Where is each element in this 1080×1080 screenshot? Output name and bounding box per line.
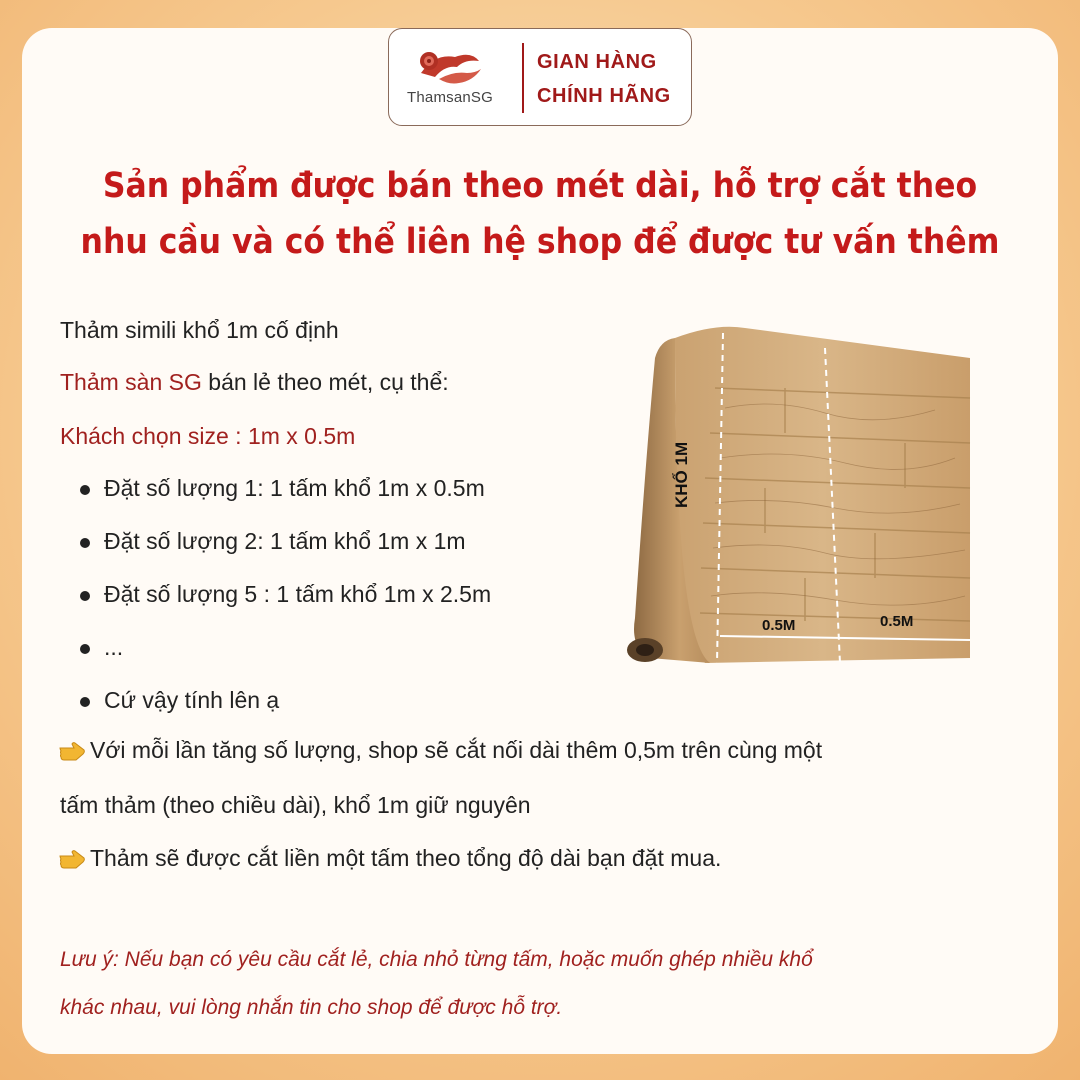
bullet-dot <box>80 538 90 548</box>
wood-carpet-roll-image <box>615 318 975 663</box>
info-line-width: Thảm simili khổ 1m cố định <box>60 317 339 343</box>
pointing-hand-icon <box>58 740 86 762</box>
segment-label-2: 0.5M <box>880 613 914 630</box>
brand-name: ThamsanSG <box>407 89 493 106</box>
note-line-2: Thảm sẽ được cắt liền một tấm theo tổng độ dài bạn đặt mua. <box>90 845 722 871</box>
info-line-rest: bán lẻ theo mét, cụ thể: <box>201 369 449 395</box>
brand-badge <box>388 28 692 126</box>
info-line-shop <box>60 369 449 396</box>
bullet-dot <box>80 485 90 495</box>
brand-divider <box>522 43 524 113</box>
store-label-line1: GIAN HÀNG <box>537 51 657 73</box>
bullet-dot <box>80 697 90 707</box>
bullet-dot <box>80 591 90 601</box>
roll-width-label: KHỔ 1M <box>672 441 691 508</box>
note-line-1a: Với mỗi lần tăng số lượng, shop sẽ cắt nối dài thêm 0,5m trên cùng một <box>90 737 823 763</box>
footnote-line1: Lưu ý: Nếu bạn có yêu cầu cắt lẻ, chia nhỏ từng tấm, hoặc muốn ghép nhiều khổ <box>60 948 813 971</box>
headline-line2: nhu cầu và có thể liên hệ shop để được tư vấn thêm <box>80 222 1000 262</box>
info-line-size: Khách chọn size : 1m x 0.5m <box>60 423 356 449</box>
carpet-roll-logo-icon <box>415 43 485 91</box>
shop-name: Thảm sàn SG <box>60 369 202 395</box>
headline-line1: Sản phẩm được bán theo mét dài, hỗ trợ cắt theo <box>102 166 978 206</box>
footnote-line2: khác nhau, vui lòng nhắn tin cho shop để được hỗ trợ. <box>60 996 563 1019</box>
bullet-item-1: Đặt số lượng 1: 1 tấm khổ 1m x 0.5m <box>104 475 485 501</box>
bullet-dot <box>80 644 90 654</box>
store-label-line2: CHÍNH HÃNG <box>537 85 671 107</box>
segment-label-1: 0.5M <box>762 617 796 634</box>
bullet-item-5: Cứ vậy tính lên ạ <box>104 687 280 713</box>
bullet-item-3: Đặt số lượng 5 : 1 tấm khổ 1m x 2.5m <box>104 581 492 607</box>
bullet-item-4: ... <box>104 634 124 660</box>
note-line-1b: tấm thảm (theo chiều dài), khổ 1m giữ nguyên <box>60 792 531 818</box>
pointing-hand-icon <box>58 848 86 870</box>
bullet-item-2: Đặt số lượng 2: 1 tấm khổ 1m x 1m <box>104 528 466 554</box>
